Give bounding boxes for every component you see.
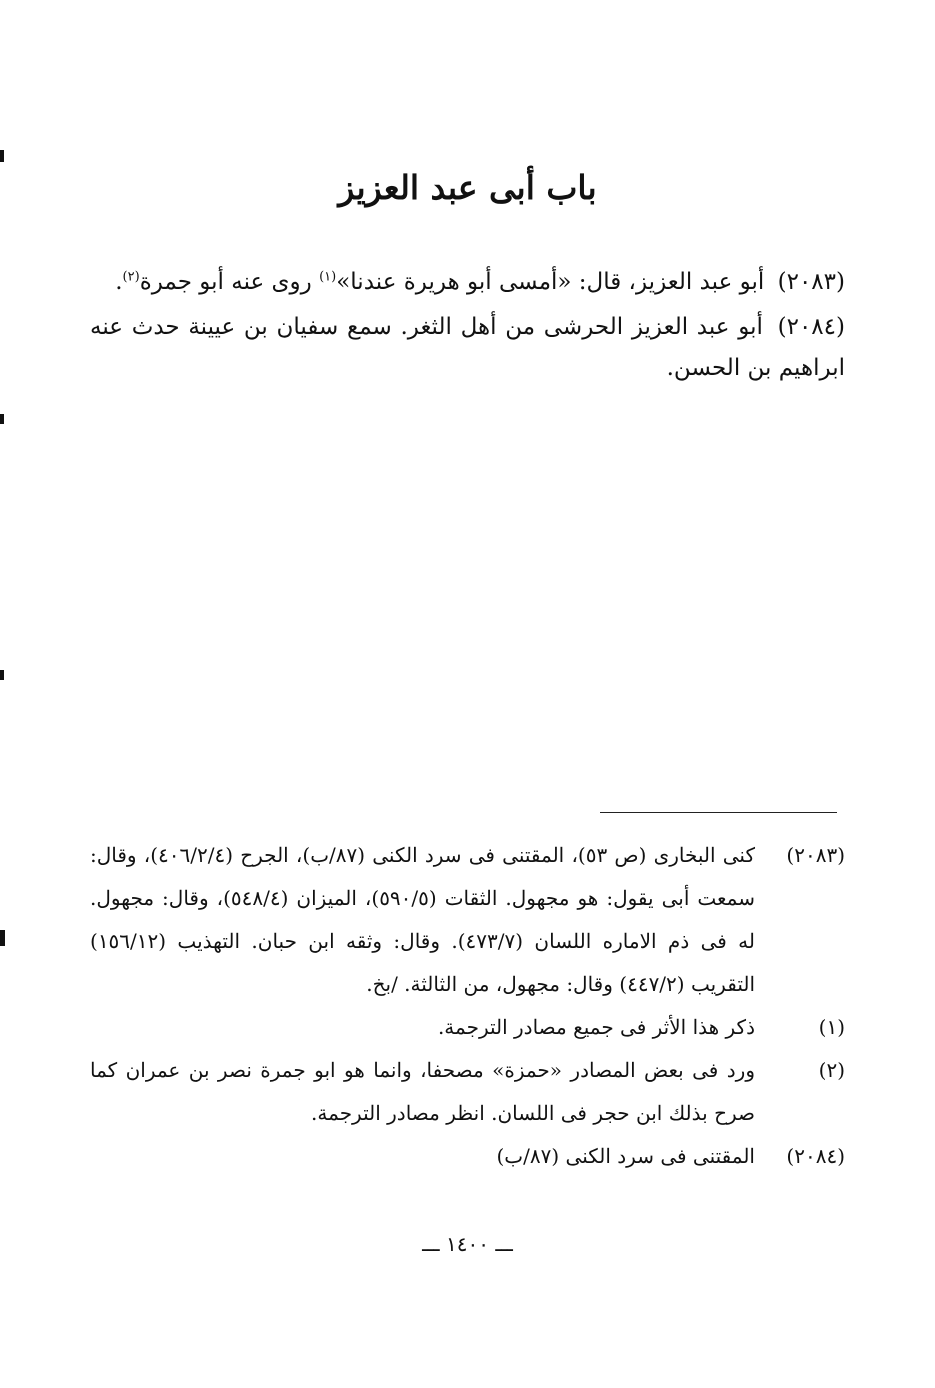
entry-text: روى عنه أبو جمرة <box>139 269 320 295</box>
footnote-text: ورد فى بعض المصادر «حمزة» مصحفا، وانما هو ابو جمرة نصر بن عمران كما صرح بذلك ابن حجر فى اللسان. انظر مصادر الترجمة. <box>90 1058 755 1125</box>
footnote-item <box>90 1049 845 1135</box>
entry-2083 <box>90 262 845 303</box>
footnote-separator <box>600 812 837 813</box>
entry-2084 <box>90 307 845 389</box>
entry-text: أبو عبد العزيز، قال: «أمسى أبو هريرة عندنا» <box>336 269 765 295</box>
footnote-label: (٢) <box>818 1058 845 1082</box>
footnote-text: ذكر هذا الأثر فى جميع مصادر الترجمة. <box>437 1015 755 1039</box>
footnote-text: كنى البخارى (ص ٥٣)، المقتنى فى سرد الكنى (٨٧/ب)، الجرح (٤٠٦/٢/٤)، وقال: سمعت أبى يقول: هو مجهول. الثقات (٥٩٠/٥)، الميزان (٥٤٨/٤)، وقال: مجهول. له فى ذم الاماره اللسان (٤٧٣/٧). وقال: وثقه ابن حبان. التهذيب (١٥٦/١٢) التقريب (٤٤٧/٢) وقال: مجهول، من الثالثة. /بخ. <box>90 843 755 996</box>
entry-text: أبو عبد العزيز الحرشى من أهل الثغر. سمع سفيان بن عيينة حدث عنه ابراهيم بن الحسن. <box>90 314 845 381</box>
footnote-item <box>90 1006 845 1049</box>
footnote-item <box>90 1135 845 1178</box>
page-number: ـــ ١٤٠٠ ـــ <box>422 1232 513 1256</box>
chapter-title: باب أبى عبد العزيز <box>338 168 597 207</box>
footnote-label: (١) <box>818 1015 845 1039</box>
scan-edge-mark <box>0 670 4 680</box>
footnotes <box>90 834 845 1178</box>
footnote-text: المقتنى فى سرد الكنى (٨٧/ب) <box>496 1144 755 1168</box>
entry-text: . <box>115 269 123 295</box>
footnote-ref: (٢) <box>122 269 140 285</box>
scan-edge-mark <box>0 930 5 946</box>
main-text <box>90 262 845 393</box>
entry-number: (٢٠٨٣) <box>777 269 845 295</box>
scan-edge-mark <box>0 414 4 424</box>
footnote-label: (٢٠٨٣) <box>786 843 845 867</box>
entry-number: (٢٠٨٤) <box>777 314 845 340</box>
footnote-item <box>90 834 845 1006</box>
footnote-ref: (١) <box>319 269 337 285</box>
footnote-label: (٢٠٨٤) <box>786 1144 845 1168</box>
scan-edge-mark <box>0 150 4 162</box>
